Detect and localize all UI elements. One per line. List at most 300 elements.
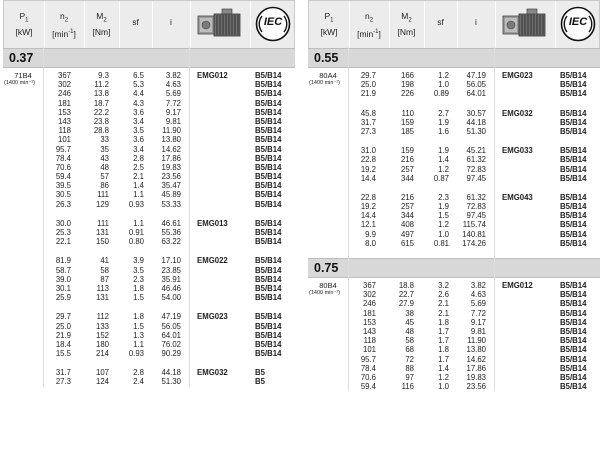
cell-ratio: 14.62 bbox=[466, 354, 486, 364]
header-sf-label: sf bbox=[437, 17, 444, 27]
cell-m2: 113 bbox=[96, 283, 109, 293]
cell-sf: 1.0 bbox=[438, 382, 449, 392]
cell-m2: 57 bbox=[100, 172, 109, 182]
table-row bbox=[3, 349, 295, 358]
header-m2-sub: 2 bbox=[408, 17, 412, 24]
cell-mounting: B5/B14 bbox=[560, 317, 587, 327]
table-row bbox=[308, 118, 600, 127]
cell-ratio: 61.32 bbox=[466, 155, 486, 165]
table-row bbox=[3, 172, 295, 181]
power-section bbox=[308, 258, 600, 391]
header-i bbox=[457, 1, 495, 48]
cell-ratio: 44.18 bbox=[466, 117, 486, 127]
cell-ratio: 9.17 bbox=[470, 317, 486, 327]
cell-ratio: 97.45 bbox=[466, 211, 486, 221]
header-iec bbox=[250, 1, 296, 48]
cell-m2: 344 bbox=[400, 211, 414, 221]
iec-badge-text: IEC bbox=[568, 16, 588, 28]
header-i-label: i bbox=[170, 17, 172, 27]
cell-n2: 153 bbox=[362, 317, 376, 327]
cell-sf: 1.2 bbox=[438, 372, 449, 382]
cell-m2: 133 bbox=[95, 321, 109, 331]
cell-sf: 6.5 bbox=[133, 71, 144, 80]
cell-m2: 112 bbox=[96, 312, 109, 322]
cell-sf: 3.5 bbox=[133, 265, 144, 275]
cell-m2: 58 bbox=[405, 336, 414, 346]
cell-sf: 1.2 bbox=[438, 71, 449, 80]
cell-n2: 81.9 bbox=[55, 256, 71, 266]
gearbox-model: EMG012 bbox=[197, 71, 228, 80]
cell-n2: 78.4 bbox=[55, 153, 71, 163]
cell-n2: 95.7 bbox=[360, 354, 376, 364]
cell-mounting: B5/B14 bbox=[560, 211, 587, 221]
cell-n2: 25.3 bbox=[55, 228, 71, 237]
cell-n2: 29.7 bbox=[360, 71, 376, 80]
cell-sf: 0.89 bbox=[433, 89, 449, 99]
cell-m2: 22.2 bbox=[93, 107, 109, 117]
cell-mounting: B5/B14 bbox=[560, 308, 587, 318]
cell-sf: 2.8 bbox=[133, 153, 144, 163]
cell-n2: 143 bbox=[362, 326, 376, 336]
cell-n2: 25.0 bbox=[55, 321, 71, 331]
cell-sf: 5.3 bbox=[133, 80, 144, 90]
cell-n2: 58.7 bbox=[55, 265, 71, 275]
cell-ratio: 56.05 bbox=[466, 80, 486, 90]
cell-n2: 153 bbox=[57, 107, 71, 117]
cell-ratio: 174.26 bbox=[462, 238, 486, 248]
header-p1-unit: [kW] bbox=[15, 26, 33, 37]
cell-sf: 1.5 bbox=[133, 321, 144, 331]
cell-n2: 21.9 bbox=[55, 330, 71, 340]
cell-m2: 41 bbox=[100, 256, 109, 266]
header-gearbox bbox=[495, 1, 555, 48]
cell-ratio: 19.83 bbox=[161, 162, 181, 172]
cell-sf: 3.9 bbox=[133, 256, 144, 266]
cell-mounting: B5/B14 bbox=[255, 144, 282, 154]
cell-n2: 39.0 bbox=[55, 274, 71, 284]
power-section bbox=[308, 48, 600, 248]
cell-sf: 1.0 bbox=[438, 229, 449, 239]
cell-sf: 1.8 bbox=[133, 283, 144, 293]
cell-ratio: 13.80 bbox=[466, 345, 486, 355]
cell-n2: 78.4 bbox=[360, 363, 376, 373]
table-row bbox=[308, 327, 600, 336]
table-row bbox=[308, 220, 600, 229]
header-i bbox=[152, 1, 190, 48]
table-row bbox=[3, 266, 295, 275]
cell-m2: 9.3 bbox=[98, 71, 109, 80]
cell-ratio: 56.05 bbox=[161, 321, 181, 331]
motor-speed: (1400 min⁻¹) bbox=[309, 80, 341, 86]
table-row bbox=[3, 89, 295, 98]
cell-ratio: 23.56 bbox=[161, 172, 181, 182]
cell-sf: 2.3 bbox=[438, 192, 449, 202]
table-row bbox=[3, 190, 295, 199]
cell-n2: 26.3 bbox=[55, 199, 71, 209]
cell-n2: 14.4 bbox=[360, 173, 376, 183]
cell-mounting: B5/B14 bbox=[255, 228, 282, 237]
cell-m2: 185 bbox=[400, 126, 414, 136]
cell-mounting: B5/B14 bbox=[255, 218, 282, 228]
cell-m2: 86 bbox=[100, 181, 109, 191]
cell-mounting: B5/B14 bbox=[560, 80, 587, 90]
cell-m2: 58 bbox=[100, 265, 109, 275]
cell-mounting: B5/B14 bbox=[560, 173, 587, 183]
cell-n2: 246 bbox=[57, 89, 71, 99]
cell-m2: 159 bbox=[400, 117, 414, 127]
cell-m2: 88 bbox=[405, 363, 414, 373]
header-p1-symbol: P bbox=[19, 11, 26, 21]
cell-ratio: 53.33 bbox=[161, 199, 181, 209]
table-row bbox=[308, 89, 600, 98]
cell-sf: 2.1 bbox=[133, 172, 144, 182]
cell-mounting: B5/B14 bbox=[560, 336, 587, 346]
gearbox-model: EMG012 bbox=[502, 281, 533, 290]
cell-mounting: B5/B14 bbox=[255, 256, 282, 266]
header-n2-close: ] bbox=[378, 28, 381, 39]
cell-mounting: B5 bbox=[255, 368, 265, 378]
header-n2-sub: 2 bbox=[64, 17, 69, 24]
cell-sf: 1.1 bbox=[133, 218, 144, 228]
cell-ratio: 54.00 bbox=[161, 293, 181, 303]
header-m2-symbol: M bbox=[401, 11, 409, 21]
table-row bbox=[308, 364, 600, 373]
table-row bbox=[308, 165, 600, 174]
cell-m2: 28.8 bbox=[93, 126, 109, 136]
gearbox-motor-icon bbox=[196, 6, 244, 42]
cell-n2: 19.2 bbox=[360, 164, 376, 174]
cell-n2: 101 bbox=[362, 345, 376, 355]
cell-ratio: 13.80 bbox=[161, 135, 181, 145]
cell-sf: 1.5 bbox=[438, 211, 449, 221]
cell-ratio: 7.72 bbox=[470, 308, 486, 318]
cell-ratio: 9.81 bbox=[470, 326, 486, 336]
table-row bbox=[3, 256, 295, 265]
header-p1 bbox=[309, 1, 349, 48]
cell-ratio: 17.10 bbox=[161, 256, 181, 266]
table-row bbox=[3, 377, 295, 386]
cell-sf: 0.87 bbox=[433, 173, 449, 183]
cell-ratio: 11.90 bbox=[467, 336, 486, 346]
cell-sf: 2.7 bbox=[438, 108, 449, 118]
cell-ratio: 55.36 bbox=[161, 228, 181, 237]
section-body bbox=[308, 68, 600, 248]
cell-mounting: B5/B14 bbox=[560, 382, 587, 392]
cell-m2: 152 bbox=[95, 330, 109, 340]
header-m2-sub: 2 bbox=[103, 17, 107, 24]
cell-sf: 2.1 bbox=[438, 308, 449, 318]
cell-ratio: 51.30 bbox=[466, 126, 486, 136]
cell-sf: 3.5 bbox=[133, 126, 144, 136]
iec-badge-text: IEC bbox=[263, 16, 283, 28]
table-row bbox=[3, 228, 295, 237]
cell-mounting: B5/B14 bbox=[255, 153, 282, 163]
cell-sf: 1.9 bbox=[438, 202, 449, 212]
header-n2-sup: -1 bbox=[68, 28, 74, 35]
cell-mounting: B5/B14 bbox=[255, 172, 282, 182]
table-row bbox=[3, 219, 295, 228]
cell-mounting: B5/B14 bbox=[560, 192, 587, 202]
header-sf bbox=[424, 1, 457, 48]
table-row bbox=[3, 368, 295, 377]
table-row bbox=[3, 312, 295, 321]
motor-speed: (1400 min⁻¹) bbox=[309, 290, 341, 296]
cell-mounting: B5/B14 bbox=[255, 274, 282, 284]
section-body bbox=[3, 68, 295, 387]
cell-mounting: B5/B14 bbox=[255, 98, 282, 108]
cell-n2: 19.2 bbox=[360, 202, 376, 212]
cell-ratio: 46.46 bbox=[161, 283, 181, 293]
cell-ratio: 46.61 bbox=[161, 218, 181, 228]
cell-mounting: B5/B14 bbox=[560, 126, 587, 136]
header-p1-sub: 1 bbox=[330, 17, 334, 24]
cell-n2: 367 bbox=[57, 71, 71, 80]
cell-n2: 25.9 bbox=[55, 293, 71, 303]
table-row bbox=[3, 275, 295, 284]
table-row bbox=[3, 108, 295, 117]
table-row bbox=[308, 174, 600, 183]
cell-sf: 1.8 bbox=[438, 345, 449, 355]
cell-sf: 1.0 bbox=[438, 80, 449, 90]
cell-ratio: 45.21 bbox=[466, 146, 486, 156]
cell-m2: 110 bbox=[401, 108, 414, 118]
cell-sf: 3.6 bbox=[133, 135, 144, 145]
cell-sf: 2.8 bbox=[133, 368, 144, 378]
table-row bbox=[308, 80, 600, 89]
cell-mounting: B5/B14 bbox=[255, 116, 282, 126]
cell-mounting: B5/B14 bbox=[560, 290, 587, 300]
table-row bbox=[3, 117, 295, 126]
cell-m2: 116 bbox=[401, 382, 414, 392]
cell-sf: 4.3 bbox=[133, 98, 144, 108]
cell-ratio: 72.83 bbox=[466, 164, 486, 174]
cell-sf: 1.2 bbox=[438, 164, 449, 174]
cell-sf: 0.80 bbox=[128, 237, 144, 247]
cell-m2: 48 bbox=[405, 326, 414, 336]
cell-ratio: 11.90 bbox=[162, 126, 181, 136]
gearbox-model: EMG033 bbox=[502, 146, 533, 156]
cell-mounting: B5/B14 bbox=[255, 89, 282, 99]
cell-mounting: B5/B14 bbox=[560, 146, 587, 156]
cell-mounting: B5/B14 bbox=[560, 71, 587, 80]
cell-m2: 131 bbox=[95, 228, 109, 237]
cell-ratio: 97.45 bbox=[466, 173, 486, 183]
cell-ratio: 90.29 bbox=[161, 349, 181, 359]
cell-mounting: B5/B14 bbox=[560, 281, 587, 290]
cell-sf: 1.8 bbox=[438, 317, 449, 327]
cell-sf: 2.1 bbox=[438, 299, 449, 309]
cell-sf: 1.7 bbox=[438, 326, 449, 336]
cell-ratio: 23.56 bbox=[466, 382, 486, 392]
cell-n2: 31.7 bbox=[360, 117, 376, 127]
table-row bbox=[308, 373, 600, 382]
table-row bbox=[308, 71, 600, 80]
cell-mounting: B5/B14 bbox=[560, 299, 587, 309]
table-row bbox=[308, 345, 600, 354]
cell-ratio: 9.81 bbox=[165, 116, 181, 126]
cell-sf: 3.6 bbox=[133, 107, 144, 117]
header-m2-unit: [Nm] bbox=[92, 26, 111, 37]
cell-ratio: 140.81 bbox=[462, 229, 486, 239]
cell-n2: 45.8 bbox=[360, 108, 376, 118]
header-p1-symbol: P bbox=[324, 11, 331, 21]
cell-sf: 1.1 bbox=[133, 190, 144, 200]
cell-sf: 2.3 bbox=[133, 274, 144, 284]
cell-sf: 1.2 bbox=[438, 220, 449, 230]
cell-mounting: B5/B14 bbox=[560, 155, 587, 165]
cell-m2: 48 bbox=[100, 162, 109, 172]
table-row bbox=[3, 331, 295, 340]
iec-badge-icon bbox=[255, 6, 291, 42]
motor-type: 80A4 bbox=[319, 71, 337, 80]
cell-n2: 22.8 bbox=[360, 155, 376, 165]
cell-mounting: B5/B14 bbox=[560, 117, 587, 127]
cell-ratio: 14.62 bbox=[161, 144, 181, 154]
cell-n2: 27.3 bbox=[55, 377, 71, 387]
cell-n2: 30.5 bbox=[55, 190, 71, 200]
cell-mounting: B5/B14 bbox=[255, 293, 282, 303]
cell-m2: 497 bbox=[400, 229, 414, 239]
cell-sf: 1.8 bbox=[133, 312, 144, 322]
header-m2-symbol: M bbox=[96, 11, 104, 21]
cell-m2: 180 bbox=[95, 339, 109, 349]
gearbox-model: EMG023 bbox=[197, 312, 228, 322]
cell-n2: 118 bbox=[363, 336, 376, 346]
cell-mounting: B5/B14 bbox=[255, 349, 282, 359]
cell-ratio: 30.57 bbox=[466, 108, 486, 118]
table-row bbox=[308, 155, 600, 164]
cell-m2: 257 bbox=[400, 164, 414, 174]
header-p1-sub: 1 bbox=[25, 17, 29, 24]
header-n2-sup: -1 bbox=[373, 28, 379, 35]
cell-n2: 9.9 bbox=[365, 229, 376, 239]
cell-sf: 3.2 bbox=[438, 281, 449, 290]
table-row bbox=[308, 318, 600, 327]
cell-ratio: 5.69 bbox=[165, 89, 181, 99]
cell-ratio: 47.19 bbox=[161, 312, 181, 322]
cell-mounting: B5/B14 bbox=[255, 321, 282, 331]
table-row bbox=[308, 355, 600, 364]
cell-mounting: B5/B14 bbox=[255, 135, 282, 145]
header-m2 bbox=[389, 1, 424, 48]
cell-n2: 59.4 bbox=[360, 382, 376, 392]
cell-sf: 1.1 bbox=[133, 339, 144, 349]
cell-n2: 8.0 bbox=[365, 238, 376, 248]
cell-n2: 22.1 bbox=[55, 237, 71, 247]
cell-n2: 246 bbox=[362, 299, 376, 309]
cell-sf: 3.4 bbox=[133, 144, 144, 154]
cell-mounting: B5/B14 bbox=[560, 220, 587, 230]
left-table bbox=[3, 0, 295, 387]
table-row bbox=[3, 145, 295, 154]
gearbox-model: EMG022 bbox=[197, 256, 228, 266]
table-row bbox=[308, 109, 600, 118]
cell-ratio: 115.74 bbox=[462, 220, 486, 230]
cell-sf: 1.4 bbox=[438, 363, 449, 373]
right-table bbox=[308, 0, 600, 391]
table-header bbox=[308, 0, 600, 48]
table-row bbox=[308, 146, 600, 155]
cell-ratio: 19.83 bbox=[466, 372, 486, 382]
cell-n2: 22.8 bbox=[360, 192, 376, 202]
cell-mounting: B5/B14 bbox=[255, 71, 282, 80]
cell-n2: 101 bbox=[57, 135, 71, 145]
table-row bbox=[3, 154, 295, 163]
gearbox-model: EMG013 bbox=[197, 218, 228, 228]
cell-m2: 111 bbox=[97, 218, 109, 228]
cell-mounting: B5/B14 bbox=[255, 181, 282, 191]
cell-mounting: B5/B14 bbox=[560, 89, 587, 99]
cell-m2: 129 bbox=[95, 199, 109, 209]
table-row bbox=[3, 80, 295, 89]
header-m2-unit: [Nm] bbox=[397, 26, 416, 37]
table-row bbox=[3, 284, 295, 293]
cell-n2: 59.4 bbox=[55, 172, 71, 182]
cell-mounting: B5/B14 bbox=[255, 312, 282, 322]
cell-sf: 1.4 bbox=[438, 155, 449, 165]
cell-ratio: 35.91 bbox=[161, 274, 181, 284]
cell-sf: 1.3 bbox=[133, 330, 144, 340]
cell-ratio: 64.01 bbox=[161, 330, 181, 340]
cell-sf: 1.7 bbox=[438, 336, 449, 346]
cell-n2: 30.1 bbox=[55, 283, 71, 293]
table-row bbox=[308, 202, 600, 211]
cell-m2: 38 bbox=[405, 308, 414, 318]
table-row bbox=[3, 135, 295, 144]
cell-sf: 0.93 bbox=[128, 199, 144, 209]
power-heading: 0.75 bbox=[308, 258, 600, 278]
cell-n2: 118 bbox=[58, 126, 71, 136]
cell-n2: 15.5 bbox=[55, 349, 71, 359]
cell-m2: 214 bbox=[95, 349, 109, 359]
cell-m2: 216 bbox=[400, 155, 414, 165]
cell-n2: 95.7 bbox=[55, 144, 71, 154]
table-row bbox=[3, 126, 295, 135]
cell-ratio: 17.86 bbox=[466, 363, 486, 373]
cell-n2: 143 bbox=[57, 116, 71, 126]
cell-mounting: B5/B14 bbox=[255, 330, 282, 340]
cell-n2: 31.7 bbox=[55, 368, 71, 378]
cell-m2: 43 bbox=[100, 153, 109, 163]
cell-mounting: B5/B14 bbox=[560, 354, 587, 364]
cell-ratio: 3.82 bbox=[165, 71, 181, 80]
motor-type: 80B4 bbox=[319, 281, 337, 290]
power-heading: 0.37 bbox=[3, 48, 295, 68]
table-row bbox=[308, 239, 600, 248]
table-row bbox=[3, 163, 295, 172]
cell-ratio: 3.82 bbox=[470, 281, 486, 290]
cell-mounting: B5/B14 bbox=[560, 326, 587, 336]
cell-ratio: 7.72 bbox=[165, 98, 181, 108]
cell-mounting: B5/B14 bbox=[560, 363, 587, 373]
motor-speed: (1400 min⁻¹) bbox=[4, 80, 36, 86]
table-row bbox=[3, 71, 295, 80]
cell-mounting: B5/B14 bbox=[255, 283, 282, 293]
table-row bbox=[308, 336, 600, 345]
header-p1 bbox=[4, 1, 44, 48]
cell-ratio: 44.18 bbox=[161, 368, 181, 378]
header-n2 bbox=[349, 1, 389, 48]
cell-ratio: 76.02 bbox=[161, 339, 181, 349]
cell-mounting: B5 bbox=[255, 377, 265, 387]
cell-m2: 18.7 bbox=[93, 98, 109, 108]
cell-mounting: B5/B14 bbox=[255, 126, 282, 136]
cell-m2: 13.8 bbox=[93, 89, 109, 99]
cell-mounting: B5/B14 bbox=[255, 237, 282, 247]
table-row bbox=[308, 290, 600, 299]
cell-mounting: B5/B14 bbox=[255, 107, 282, 117]
gearbox-model: EMG043 bbox=[502, 192, 533, 202]
